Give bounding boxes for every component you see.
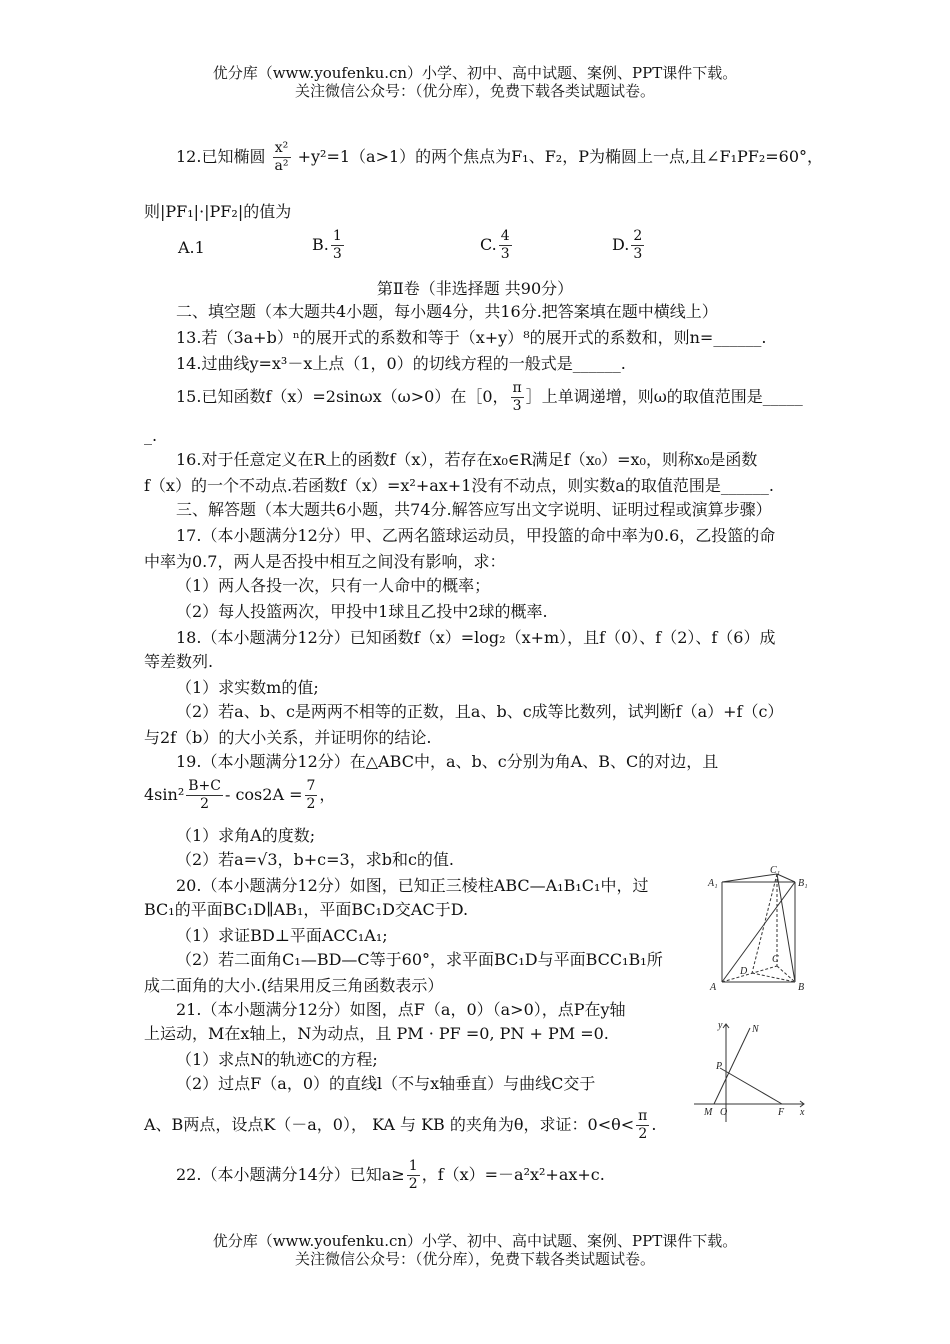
label-o: O [720,1107,728,1118]
q22-frac-den: 2 [408,1176,418,1192]
q14-text: 14.过曲线y=x³－x上点（1，0）的切线方程的一般式是______. [176,354,626,373]
q15-frac-den: 3 [512,398,522,414]
q12-text-b: +y²=1（a>1）的两个焦点为F₁、F₂，P为椭圆上一点,且∠F₁PF₂=60°， [297,147,824,166]
label-p: P [716,1061,723,1072]
q18-line-3: （1）求实数m的值; [176,678,319,697]
q21-text-e: A、B两点，设点K（－a，0）， KA 与 KB 的夹角为θ，求证：0<θ< [144,1115,635,1134]
q12-option-b-label: B. [312,235,329,254]
q12-option-d [612,228,646,263]
q15-line-2: _. [144,426,158,445]
page-header-top [0,64,950,100]
fill-heading: 二、填空题（本大题共4小题，每小题4分，共16分.把答案填在题中横线上） [176,302,718,321]
q17-line-2: 中率为0.7，两人是否投中相互之间没有影响，求： [144,552,506,571]
q21-line-1: 21.（本小题满分12分）如图，点F（a，0）（a>0），点P在y轴 [176,1000,626,1019]
q20-line-5: 成二面角的大小.(结果用反三角函数表示） [144,976,444,995]
label-b1: B₁ [798,878,808,889]
q19-line-1: 19.（本小题满分12分）在△ABC中，a、b、c分别为角A、B、C的对边，且 [176,752,719,771]
line-pf [720,1068,782,1104]
q12-frac-den: a² [274,158,289,174]
diag-ab1 [722,882,795,982]
q12-option-d-label: D. [612,235,630,254]
q12-option-c [480,228,514,263]
label-f: F [778,1107,785,1118]
coordinate-figure [690,1018,810,1128]
q16-line-2: f（x）的一个不动点.若函数f（x）=x²+ax+1没有不动点，则实数a的取值范围是______. [144,476,775,495]
q19-frac-2 [305,778,318,813]
q15-text-b: ］上单调递增，则ω的取值范围是_____ [525,387,803,406]
q20-line-2: BC₁的平面BC₁D∥AB₁，平面BC₁D交AC于D. [144,900,469,919]
q12-option-d-frac [631,228,644,263]
q17-line-4: （2）每人投篮两次，甲投中1球且乙投中2球的概率. [176,602,548,621]
q12-frac-num: x² [273,140,291,158]
q12-option-c-den: 3 [500,246,510,262]
q21-frac-den: 2 [638,1126,648,1142]
q15-fraction [511,380,524,415]
q19-line-3: （1）求角A的度数; [176,826,316,845]
q12-option-d-den: 3 [633,246,643,262]
label-b: B [798,982,805,993]
q19-frac-2-den: 2 [306,796,316,812]
page-header-bottom [0,1232,950,1268]
label-x: x [800,1107,805,1118]
footer-line-2: 关注微信公众号：（优分库），免费下载各类试题试卷。 [294,1250,655,1268]
label-c: C [772,954,779,965]
q12-text-a: 12.已知椭圆 [176,147,266,166]
q19-formula [144,778,335,813]
part2-title: 第Ⅱ卷（非选择题 共90分） [376,279,574,298]
q19-frac-2-num: 7 [306,778,316,794]
q19-line-4: （2）若a=√3，b+c=3，求b和c的值. [176,850,454,869]
q13-text: 13.若（3a+b）ⁿ的展开式的系数和等于（x+y）⁸的展开式的系数和，则n=______. [176,328,767,347]
label-d: D [740,966,748,977]
label-c1: C₁ [770,866,781,876]
q20-line-1: 20.（本小题满分12分）如图，已知正三棱柱ABC—A₁B₁C₁中，过 [176,876,649,895]
q17-line-1: 17.（本小题满分12分）甲、乙两名篮球运动员，甲投篮的命中率为0.6，乙投篮的命 [176,526,776,545]
q18-line-4: （2）若a、b、c是两两不相等的正数，且a、b、c成等比数列，试判断f（a）+f（c） [176,702,784,721]
edge-c1b [777,874,795,982]
q22-fraction [407,1158,420,1193]
q22-text-b: ，f（x）=－a²x²+ax+c. [421,1165,605,1184]
q12-option-c-label: C. [480,235,497,254]
q12-option-a: A.1 [178,238,205,257]
q21-text-end: . [651,1115,657,1134]
q18-line-5: 与2f（b）的大小关系，并证明你的结论. [144,728,432,747]
q18-line-2: 等差数列. [144,652,214,671]
q12-line-2: 则|PF₁|·|PF₂|的值为 [144,202,292,221]
q12-option-c-frac [499,228,512,263]
q21-line-3: （1）求点N的轨迹C的方程; [176,1050,378,1069]
label-n: N [752,1024,759,1035]
footer-line-1: 优分库（www.youfenku.cn）小学、初中、高中试题、案例、PPT课件下载。 [212,1232,738,1250]
q19-formula-mid: - cos2A = [224,785,303,804]
q19-frac-1-num: B+C [188,778,221,794]
q12-option-b-den: 3 [332,246,342,262]
q22-text-a: 22.（本小题满分14分）已知a≥ [176,1165,405,1184]
header-line-1: 优分库（www.youfenku.cn）小学、初中、高中试题、案例、PPT课件下载。 [212,64,738,82]
q19-frac-1 [186,778,223,813]
q21-frac-num: π [638,1108,648,1124]
header-line-2: 关注微信公众号：（优分库），免费下载各类试题试卷。 [294,82,655,100]
label-m: M [704,1107,713,1118]
label-a: A [710,982,717,993]
q21-line-4: （2）过点F（a，0）的直线l（不与x轴垂直）与曲线C交于 [176,1074,596,1093]
edge-a1c1 [722,874,777,882]
edge-ac [722,966,777,982]
q21-line-2: 上运动，M在x轴上，N为动点，且 PM · PF =0, PN + PM =0. [144,1024,609,1043]
q21-fraction [636,1108,649,1143]
q12-option-c-num: 4 [500,228,510,244]
q15-line-1 [176,380,803,415]
label-y: y [718,1020,723,1031]
q12-option-b [312,228,346,263]
solve-heading: 三、解答题（本大题共6小题，共74分.解答应写出文字说明、证明过程或演算步骤） [176,500,772,519]
q12-fraction [273,140,291,175]
q21-line-5 [144,1108,656,1143]
q17-line-3: （1）两人各投一次，只有一人命中的概率； [176,576,491,595]
q16-line-1: 16.对于任意定义在R上的函数f（x），若存在x₀∈R满足f（x₀）=x₀，则称x₀是函数 [176,450,758,469]
label-a1: A₁ [708,878,718,889]
q12-line-1 [176,140,823,175]
q15-text-a: 15.已知函数f（x）=2sinωx（ω>0）在［0， [176,387,509,406]
q18-line-1: 18.（本小题满分12分）已知函数f（x）=log₂（x+m），且f（0）、f（2）、f（6）成 [176,628,776,647]
q19-formula-end: ， [319,785,336,804]
q22-frac-num: 1 [408,1158,418,1174]
q12-option-b-num: 1 [332,228,342,244]
q12-option-d-num: 2 [633,228,643,244]
q15-frac-num: π [512,380,522,396]
q22-line-1 [176,1158,605,1193]
q20-line-3: （1）求证BD⊥平面ACC₁A₁; [176,926,388,945]
prism-figure [700,866,820,996]
edge-db [752,973,795,982]
q20-line-4: （2）若二面角C₁—BD—C等于60°，求平面BC₁D与平面BCC₁B₁所 [176,950,663,969]
q12-option-b-frac [331,228,344,263]
q19-formula-pre: 4sin² [144,785,185,804]
q19-frac-1-den: 2 [200,796,210,812]
